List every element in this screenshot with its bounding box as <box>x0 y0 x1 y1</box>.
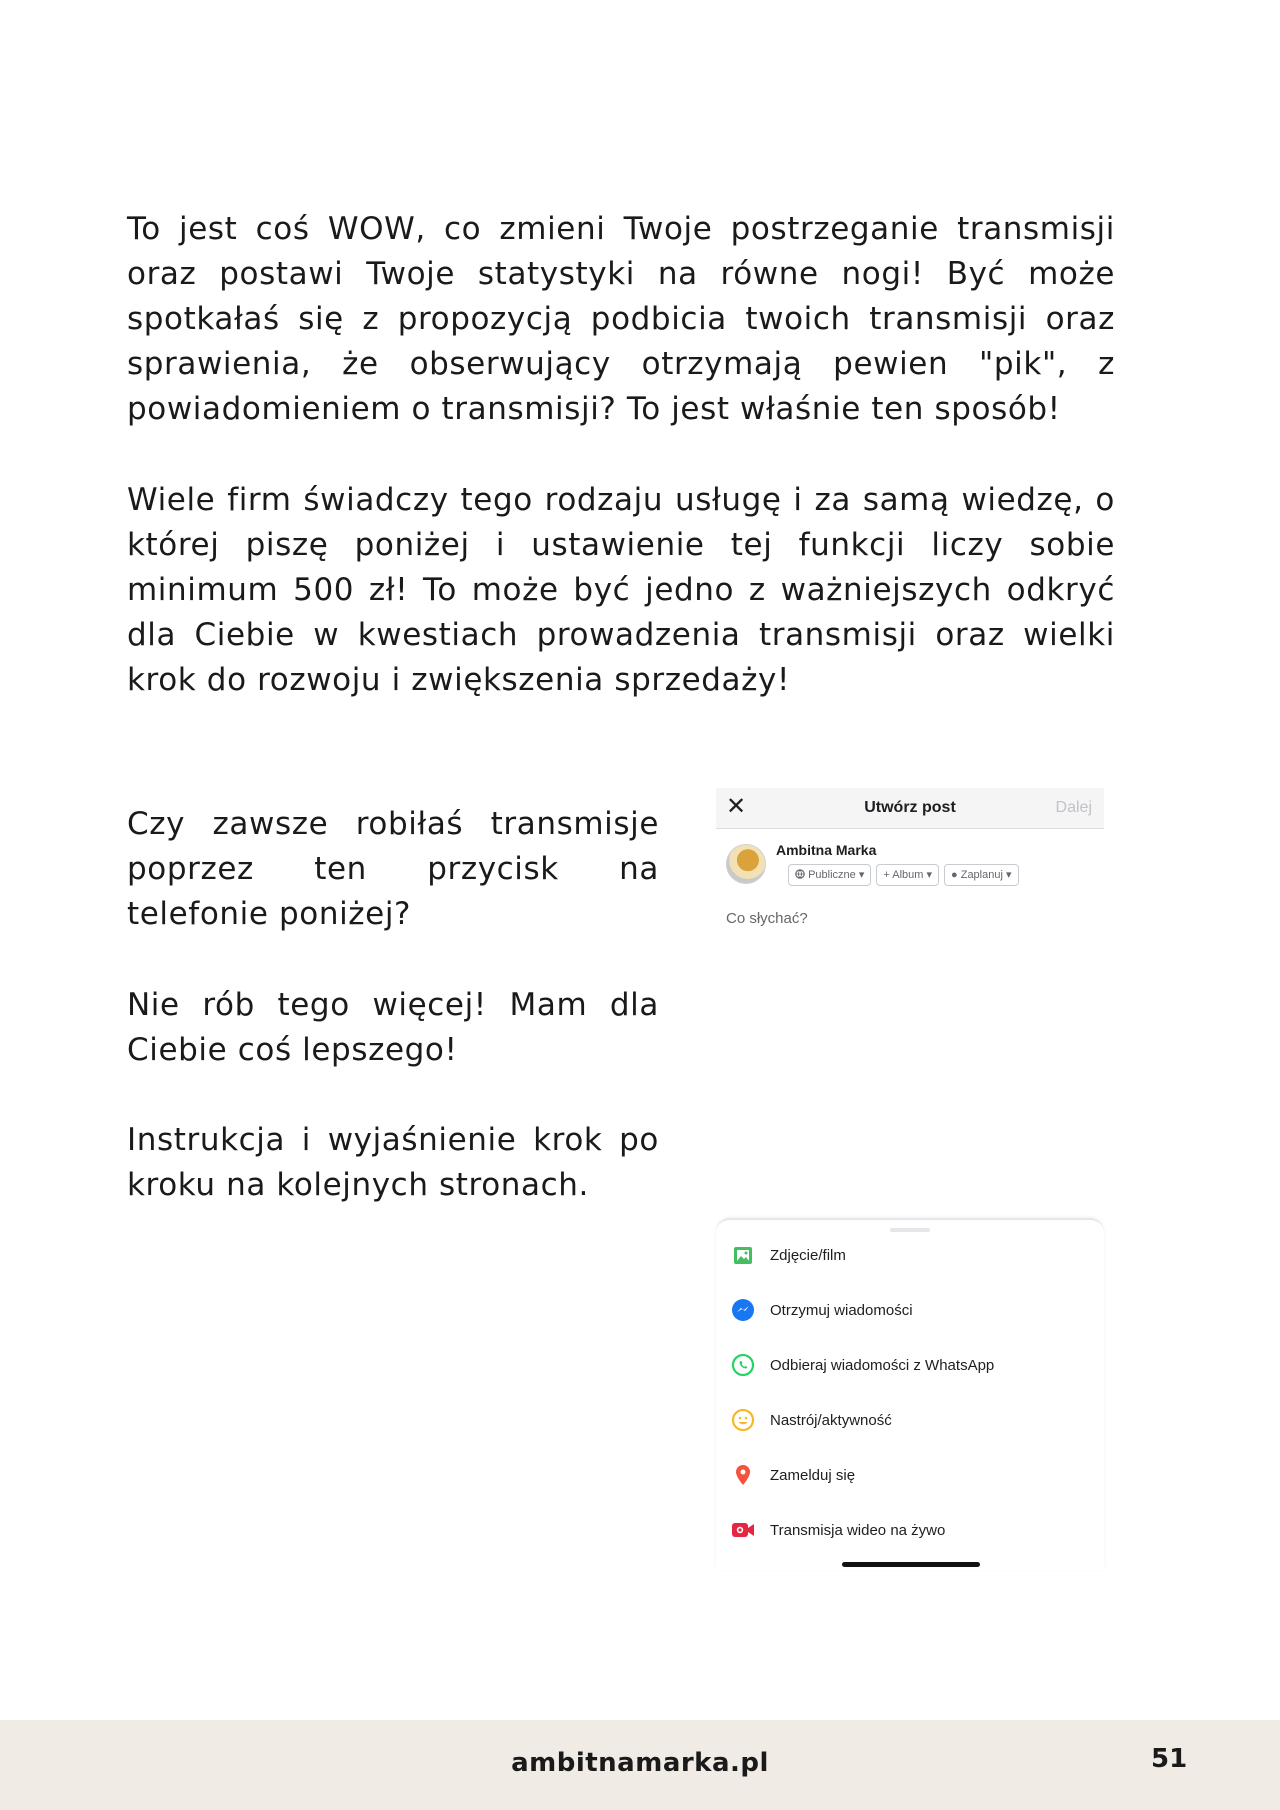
option-feeling-activity[interactable]: Nastrój/aktywność <box>730 1405 892 1435</box>
whatsapp-icon <box>730 1352 756 1378</box>
close-icon[interactable]: ✕ <box>726 793 747 820</box>
location-pin-icon <box>730 1462 756 1488</box>
post-author <box>726 840 1096 880</box>
option-messenger[interactable]: Otrzymuj wiadomości <box>730 1295 913 1325</box>
sheet-handle[interactable] <box>890 1228 930 1232</box>
option-whatsapp[interactable]: Odbieraj wiadomości z WhatsApp <box>730 1350 994 1380</box>
globe-icon <box>795 869 805 879</box>
post-text-input[interactable]: Co słychać? <box>726 910 808 927</box>
audience-public-button[interactable]: Publiczne ▾ <box>788 864 871 886</box>
photo-icon <box>730 1242 756 1268</box>
create-post-title: Utwórz post <box>864 799 956 816</box>
home-indicator <box>842 1562 980 1567</box>
schedule-button[interactable]: ● Zaplanuj ▾ <box>944 864 1019 886</box>
footer-website: ambitnamarka.pl <box>511 1748 769 1778</box>
instruction-paragraph: Instrukcja i wyjaśnienie krok po kroku na kolejnych stronach. <box>127 1122 659 1203</box>
intro-paragraph: To jest coś WOW, co zmieni Twoje postrzeganie transmisji oraz postawi Twoje statystyki na równe nogi! Być może spotkałaś się z propozycją podbicia twoich transmisji oraz sprawienia, że obserwujący otrzymają pewien "pik", z powiadomieniem o transmisji? To jest właśnie ten sposób! <box>127 211 1115 427</box>
clock-icon: ● <box>951 869 958 881</box>
pricing-paragraph: Wiele firm świadczy tego rodzaju usługę i za samą wiedzę, o której piszę poniżej i ustawienie tej funkcji liczy sobie minimum 500 zł! To może być jedno z ważniejszych odkryć dla Ciebie w kwestiach prowadzenia transmisji oraz wielki krok do rozwoju i zwiększenia sprzedaży! <box>127 482 1115 698</box>
plus-icon: + <box>883 869 890 881</box>
live-video-icon <box>730 1517 756 1543</box>
messenger-icon <box>730 1297 756 1323</box>
page-number: 51 <box>1151 1744 1188 1774</box>
avatar <box>726 844 766 884</box>
post-options-sheet <box>716 1218 1104 1570</box>
author-name: Ambitna Marka <box>776 842 877 858</box>
option-live-video[interactable]: Transmisja wideo na żywo <box>730 1515 945 1545</box>
option-photo-video[interactable]: Zdjęcie/film <box>730 1240 846 1270</box>
create-post-header <box>716 788 1104 829</box>
advice-paragraph: Nie rób tego więcej! Mam dla Ciebie coś lepszego! <box>127 987 659 1068</box>
create-post-screenshot <box>716 788 1104 1568</box>
audience-pills <box>788 864 1019 886</box>
album-button[interactable]: + Album ▾ <box>876 864 939 886</box>
question-paragraph: Czy zawsze robiłaś transmisje poprzez ten przycisk na telefonie poniżej? <box>127 806 659 932</box>
page-footer <box>0 1720 1280 1810</box>
smiley-icon <box>730 1407 756 1433</box>
option-check-in[interactable]: Zamelduj się <box>730 1460 855 1490</box>
next-button[interactable]: Dalej <box>1055 799 1092 816</box>
